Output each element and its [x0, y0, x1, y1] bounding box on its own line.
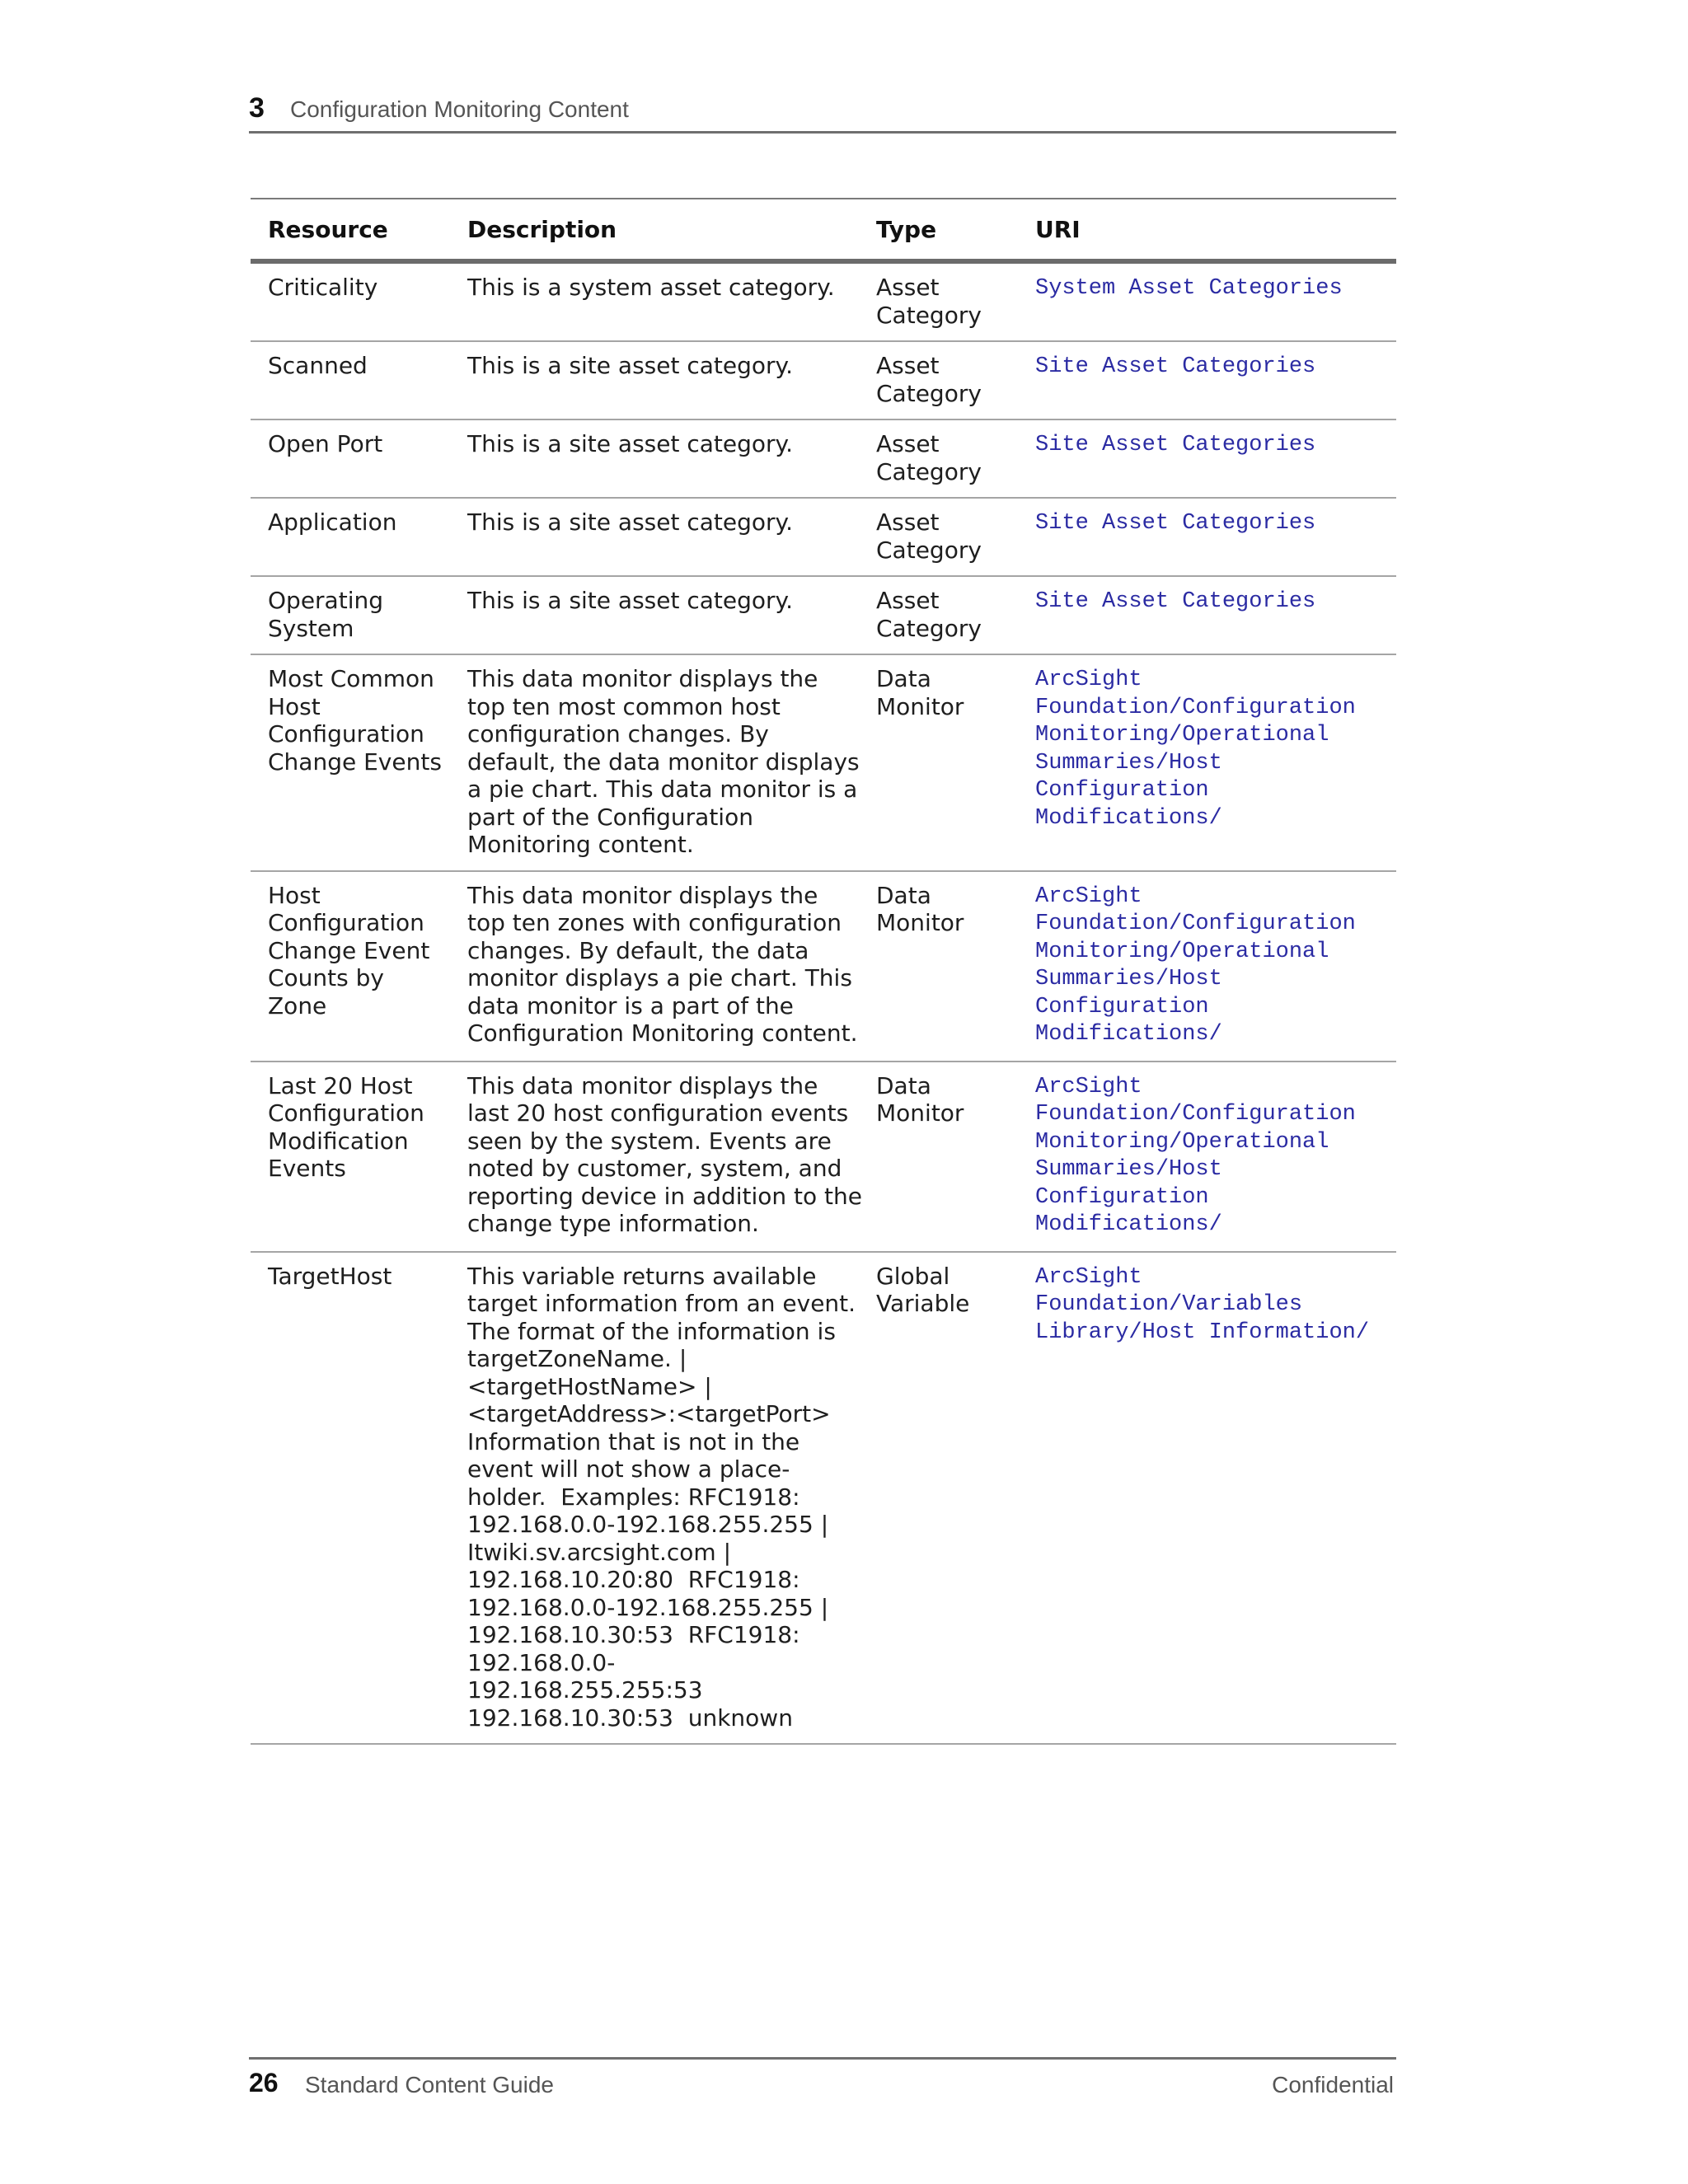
resource-cell-line: Change Events: [268, 748, 442, 776]
uri-link[interactable]: [1018, 261, 1396, 341]
type-cell-line: Asset: [876, 274, 940, 301]
description-cell-line: This variable returns available: [467, 1262, 817, 1290]
uri-link[interactable]: [1018, 341, 1396, 419]
description-cell-line: Monitoring content.: [467, 831, 694, 858]
uri-link-line: Modifications/: [1035, 805, 1222, 831]
resource-cell-line: Events: [268, 1155, 346, 1182]
uri-link-line: Foundation/Configuration: [1035, 912, 1356, 936]
uri-link-line: Configuration: [1035, 994, 1209, 1019]
uri-link-line: Foundation/Configuration: [1035, 695, 1356, 720]
description-cell-line: configuration changes. By: [467, 720, 769, 748]
resource-cell: [251, 654, 450, 871]
uri-link-line: Modifications/: [1035, 1212, 1222, 1237]
type-cell-line: Monitor: [876, 692, 964, 720]
uri-link-line: System Asset Categories: [1035, 276, 1343, 301]
uri-link-line: Configuration: [1035, 778, 1209, 803]
uri-link-line: Foundation/Configuration: [1035, 1102, 1356, 1127]
description-cell-line: This data monitor displays the: [467, 881, 818, 909]
table-row: [251, 498, 1396, 576]
description-cell-line: 192.168.0.0-: [467, 1648, 616, 1676]
description-cell-line: 192.168.0.0-192.168.255.255 |: [467, 1593, 829, 1621]
resource-cell: [251, 1252, 450, 1745]
description-cell-line: targetZoneName. |: [467, 1345, 687, 1372]
type-cell-line: Category: [876, 614, 982, 642]
uri-link-line: Site Asset Categories: [1035, 589, 1316, 614]
chapter-title: Configuration Monitoring Content: [290, 96, 629, 122]
description-cell-line: This is a site asset category.: [467, 587, 794, 614]
resource-cell: [251, 1062, 450, 1252]
type-cell: [859, 498, 1018, 576]
description-cell-line: This data monitor displays the: [467, 1071, 818, 1099]
resource-cell-line: Scanned: [268, 352, 368, 379]
description-cell-line: last 20 host configuration events: [467, 1099, 849, 1127]
description-cell-line: data monitor is a part of the: [467, 991, 794, 1019]
description-cell-line: monitor displays a pie chart. This: [467, 964, 852, 991]
uri-link-line: Foundation/Variables: [1035, 1292, 1303, 1317]
type-cell-line: Category: [876, 301, 982, 329]
type-cell: [859, 871, 1018, 1062]
type-cell: [859, 419, 1018, 498]
uri-link-line: Configuration: [1035, 1184, 1209, 1210]
description-cell-line: Configuration Monitoring content.: [467, 1019, 858, 1047]
uri-link-line: Site Asset Categories: [1035, 511, 1316, 536]
type-cell-line: Category: [876, 379, 982, 407]
description-cell-line: 192.168.10.20:80 RFC1918:: [467, 1566, 800, 1593]
resource-table: [251, 198, 1396, 1745]
table-row: [251, 261, 1396, 341]
uri-link-line: ArcSight: [1035, 883, 1142, 909]
description-cell: [450, 576, 859, 654]
uri-link-line: Monitoring/Operational: [1035, 1129, 1329, 1155]
table-row: [251, 419, 1396, 498]
resource-cell-line: System: [268, 614, 354, 642]
description-cell-line: This is a site asset category.: [467, 509, 794, 536]
description-cell-line: seen by the system. Events are: [467, 1127, 832, 1155]
table-row: [251, 341, 1396, 419]
resource-cell: [251, 871, 450, 1062]
chapter-number: 3: [249, 92, 265, 124]
type-cell: [859, 654, 1018, 871]
resource-cell-line: Last 20 Host: [268, 1071, 413, 1099]
resource-cell-line: Configuration: [268, 1099, 424, 1127]
description-cell-line: a pie chart. This data monitor is a: [467, 776, 858, 803]
description-cell-line: The format of the information is: [467, 1317, 836, 1345]
uri-link-line: Summaries/Host: [1035, 967, 1222, 991]
type-cell: [859, 576, 1018, 654]
type-cell-line: Variable: [876, 1290, 970, 1317]
uri-link-line: Site Asset Categories: [1035, 433, 1316, 457]
type-cell-line: Asset: [876, 587, 940, 614]
description-cell-line: 192.168.0.0-192.168.255.255 |: [467, 1511, 829, 1538]
resource-cell-line: Host: [268, 692, 321, 720]
uri-link-line: ArcSight: [1035, 668, 1142, 692]
uri-link[interactable]: [1018, 654, 1396, 871]
resource-cell: [251, 341, 450, 419]
uri-link[interactable]: [1018, 419, 1396, 498]
description-cell-line: part of the Configuration: [467, 803, 753, 831]
type-cell-line: Asset: [876, 430, 940, 457]
description-cell-line: Information that is not in the: [467, 1427, 800, 1455]
description-cell-line: change type information.: [467, 1210, 759, 1237]
column-header-description: Description: [450, 199, 859, 261]
description-cell: [450, 341, 859, 419]
type-cell: [859, 1252, 1018, 1745]
type-cell-line: Data: [876, 881, 931, 909]
resource-cell-line: Open Port: [268, 430, 383, 457]
resource-cell-line: Change Event: [268, 936, 430, 964]
description-cell-line: This data monitor displays the: [467, 665, 818, 692]
resource-cell-line: Criticality: [268, 274, 378, 301]
description-cell-line: target information from an event.: [467, 1290, 856, 1317]
table-row: [251, 654, 1396, 871]
uri-link-line: ArcSight: [1035, 1074, 1142, 1099]
resource-cell-line: Zone: [268, 991, 327, 1019]
resource-cell: [251, 419, 450, 498]
resource-cell-line: Operating: [268, 587, 383, 614]
page-footer: [249, 2057, 1396, 2101]
uri-link[interactable]: [1018, 871, 1396, 1062]
description-cell-line: 192.168.10.30:53 RFC1918:: [467, 1621, 800, 1648]
type-cell: [859, 341, 1018, 419]
resource-cell-line: Configuration: [268, 909, 424, 936]
description-cell-line: reporting device in addition to the: [467, 1182, 862, 1210]
uri-link[interactable]: [1018, 498, 1396, 576]
description-cell: [450, 419, 859, 498]
resource-cell-line: Modification: [268, 1127, 409, 1155]
description-cell-line: holder. Examples: RFC1918:: [467, 1483, 800, 1511]
description-cell: [450, 261, 859, 341]
table-row: [251, 1062, 1396, 1252]
table-body: [251, 261, 1396, 1744]
uri-link-line: Summaries/Host: [1035, 1157, 1222, 1182]
description-cell-line: top ten most common host: [467, 692, 781, 720]
type-cell-line: Global: [876, 1262, 950, 1290]
type-cell-line: Monitor: [876, 909, 964, 936]
table-row: [251, 1252, 1396, 1745]
guide-title: Standard Content Guide: [305, 2072, 554, 2097]
page-number: 26: [249, 2068, 279, 2097]
table-row: [251, 871, 1396, 1062]
resource-cell: [251, 498, 450, 576]
description-cell: [450, 1252, 859, 1745]
resource-cell-line: Counts by: [268, 964, 384, 991]
resource-cell: [251, 576, 450, 654]
uri-link[interactable]: [1018, 576, 1396, 654]
page-header: [249, 89, 1396, 134]
resource-cell-line: Configuration: [268, 720, 424, 748]
description-cell-line: noted by customer, system, and: [467, 1155, 842, 1182]
uri-link-line: Summaries/Host: [1035, 750, 1222, 776]
description-cell-line: This is a system asset category.: [467, 274, 835, 301]
uri-link-line: Monitoring/Operational: [1035, 723, 1329, 748]
type-cell-line: Asset: [876, 509, 940, 536]
type-cell-line: Asset: [876, 352, 940, 379]
type-cell-line: Data: [876, 665, 931, 692]
uri-link-line: Monitoring/Operational: [1035, 939, 1329, 964]
description-cell-line: This is a site asset category.: [467, 352, 794, 379]
description-cell-line: default, the data monitor displays: [467, 748, 860, 776]
uri-link-line: Library/Host Information/: [1035, 1319, 1370, 1345]
type-cell-line: Category: [876, 536, 982, 564]
column-header-uri: URI: [1018, 199, 1396, 261]
description-cell: [450, 1062, 862, 1252]
uri-link[interactable]: [1018, 1252, 1396, 1745]
description-cell-line: <targetHostName> |: [467, 1372, 712, 1400]
type-cell-line: Data: [876, 1071, 931, 1099]
description-cell-line: event will not show a place-: [467, 1455, 790, 1483]
type-cell-line: Monitor: [876, 1099, 964, 1127]
column-header-type: Type: [859, 199, 1018, 261]
description-cell-line: Itwiki.sv.arcsight.com |: [467, 1538, 732, 1566]
type-cell: [859, 261, 1018, 341]
description-cell-line: changes. By default, the data: [467, 936, 809, 964]
description-cell: [450, 498, 859, 576]
classification-label: Confidential: [1272, 2072, 1394, 2097]
table-row: [251, 576, 1396, 654]
description-cell-line: top ten zones with configuration: [467, 909, 842, 936]
description-cell: [450, 654, 859, 871]
resource-cell-line: TargetHost: [268, 1262, 392, 1290]
uri-link-line: ArcSight: [1035, 1264, 1142, 1290]
resource-cell-line: Host: [268, 881, 321, 909]
description-cell-line: This is a site asset category.: [467, 430, 794, 457]
uri-link-line: Site Asset Categories: [1035, 354, 1316, 379]
column-header-resource: Resource: [251, 199, 450, 261]
uri-link[interactable]: [1018, 1062, 1396, 1252]
resource-cell-line: Application: [268, 509, 397, 536]
description-cell-line: <targetAddress>:<targetPort>: [467, 1400, 831, 1427]
description-cell: [450, 871, 859, 1062]
table-header-row: [251, 199, 1396, 261]
description-cell-line: 192.168.10.30:53 unknown: [467, 1704, 793, 1732]
uri-link-line: Modifications/: [1035, 1022, 1222, 1047]
type-cell-line: Category: [876, 457, 982, 485]
description-cell-line: 192.168.255.255:53: [467, 1676, 703, 1704]
type-cell: [859, 1062, 1018, 1252]
resource-cell: [251, 261, 450, 341]
resource-cell-line: Most Common: [268, 665, 434, 692]
